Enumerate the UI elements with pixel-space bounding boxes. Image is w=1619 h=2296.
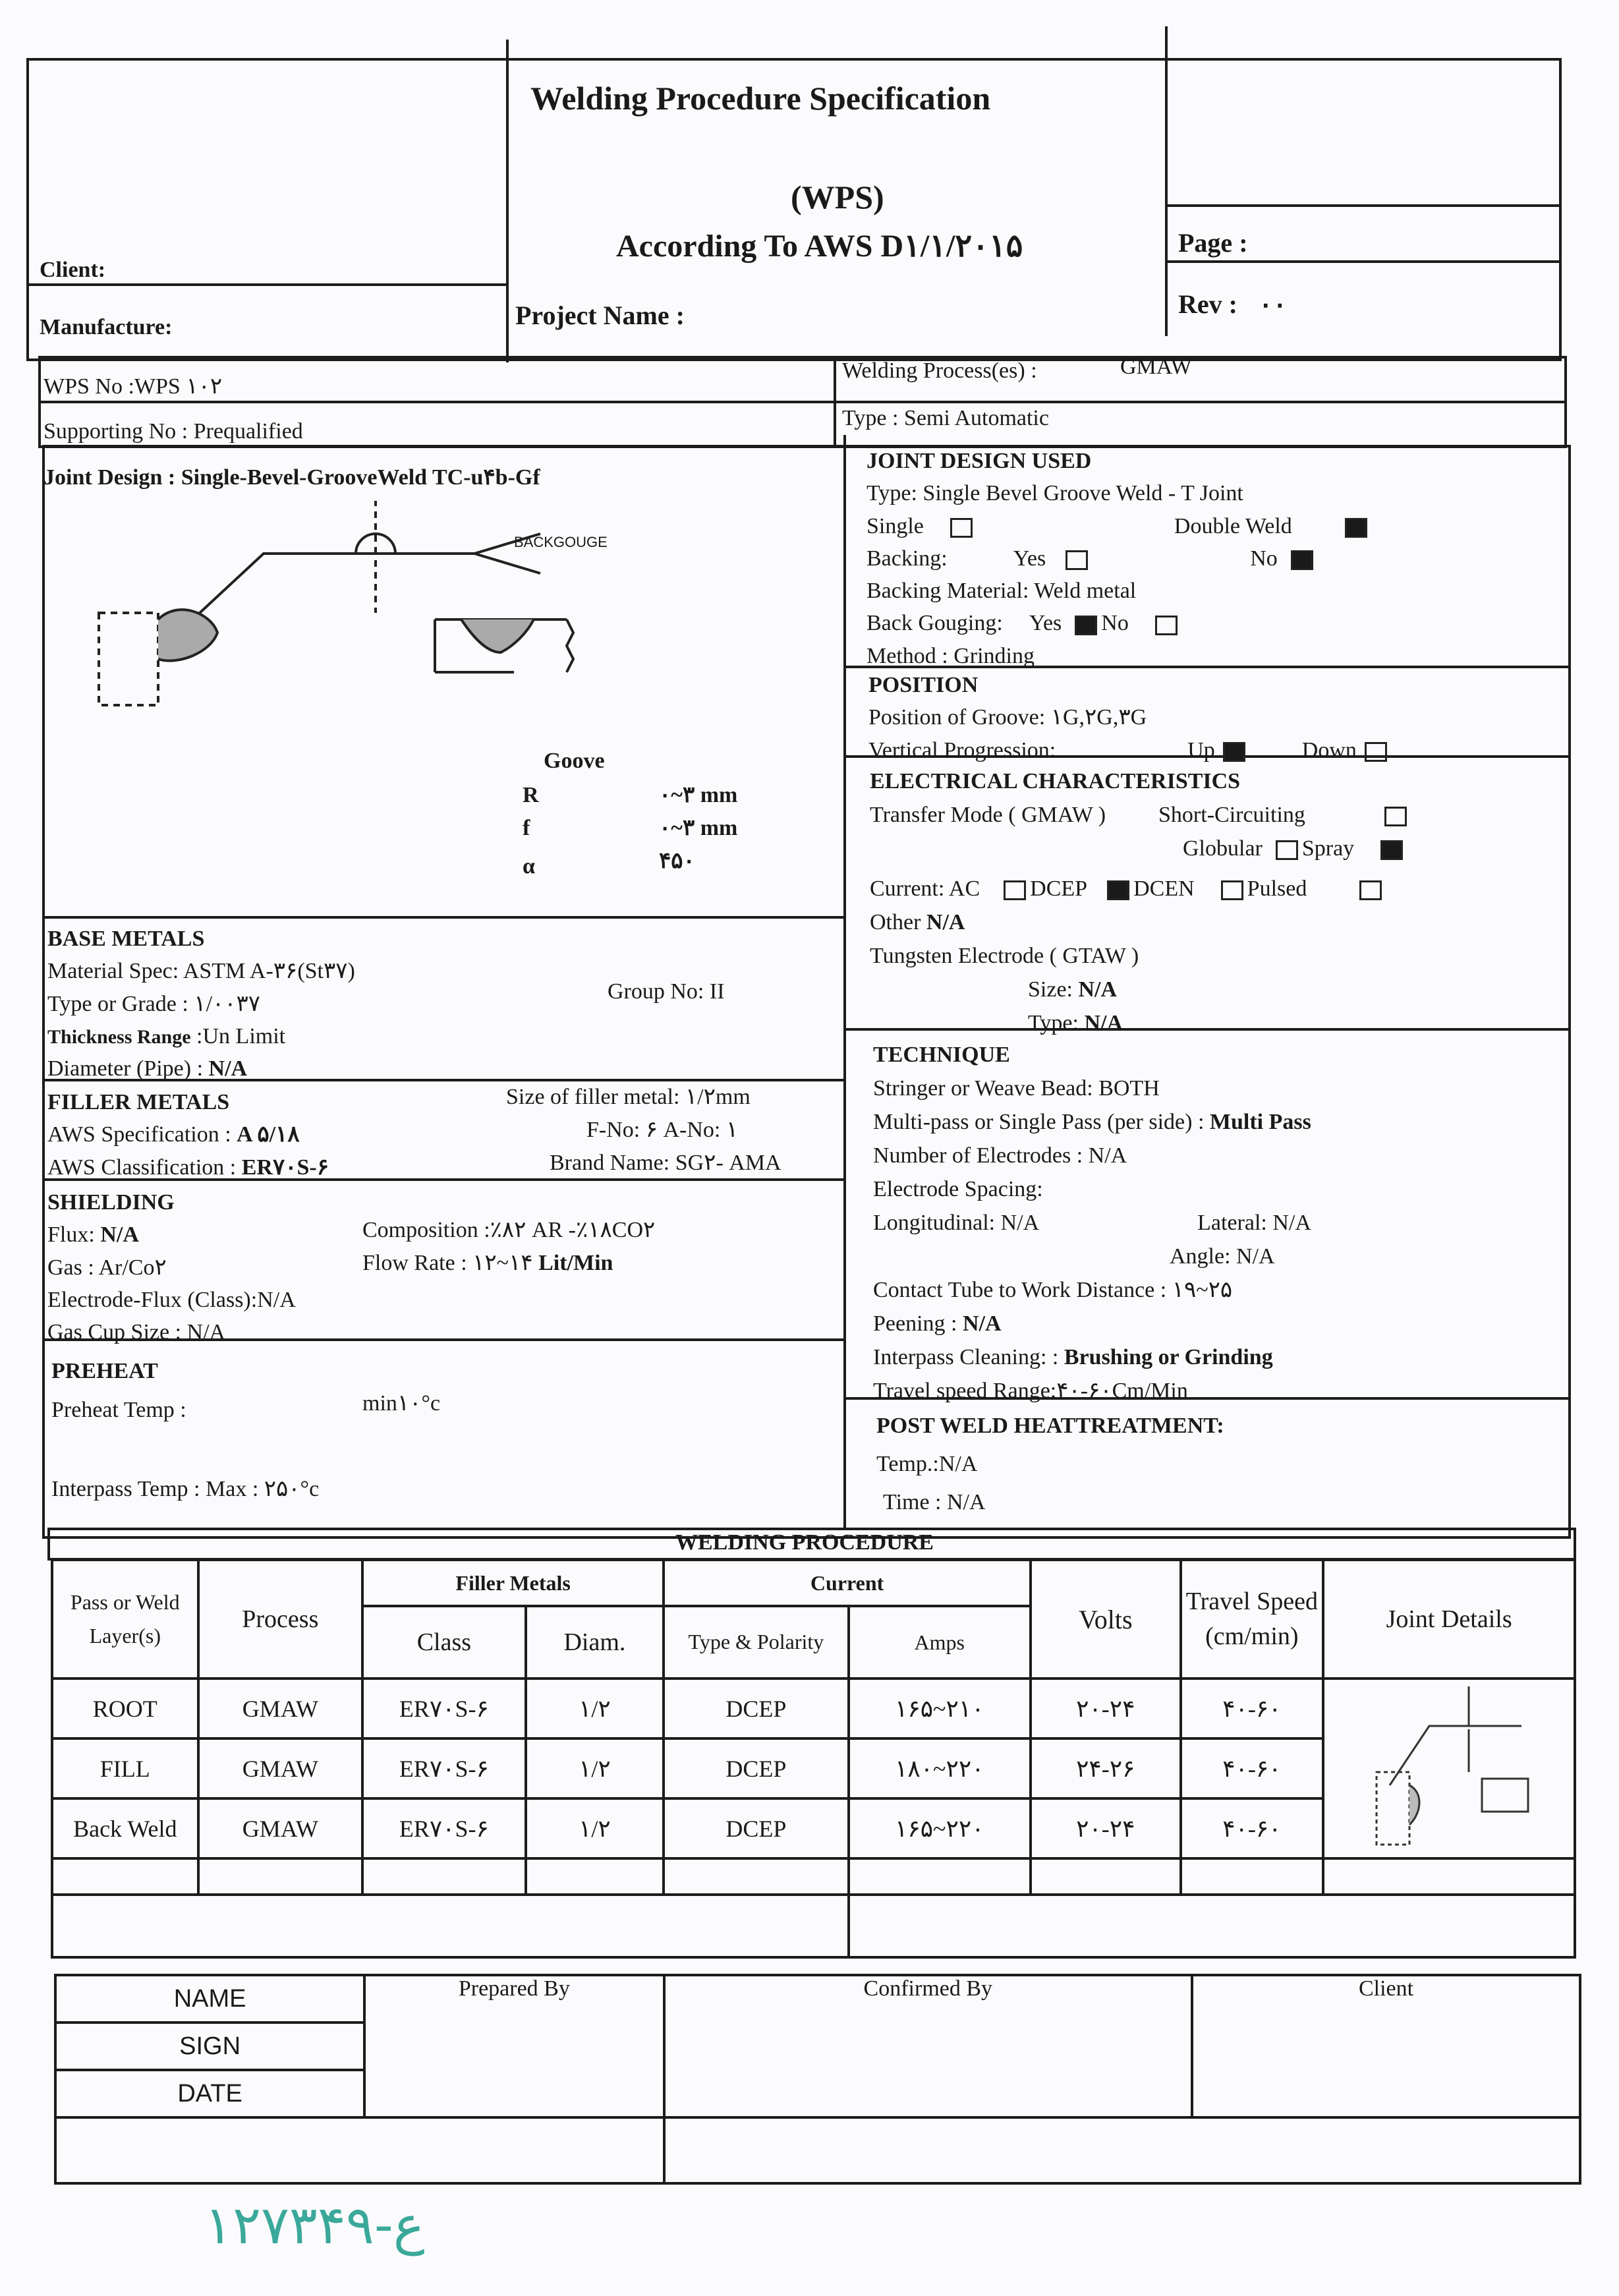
preheat-title: PREHEAT <box>51 1359 158 1383</box>
joint-details-sketch <box>1323 1679 1575 1858</box>
gas: Gas : Ar/Co۲ <box>47 1255 167 1280</box>
stringer-or-weave: Stringer or Weave Bead: BOTH <box>873 1076 1160 1101</box>
dcep-checkbox[interactable] <box>1107 880 1129 900</box>
double-weld-checkbox[interactable] <box>1345 518 1367 538</box>
pulsed-label: Pulsed <box>1247 876 1307 901</box>
param-alpha-label: α <box>523 854 535 878</box>
param-alpha-value: ۴۵۰ <box>659 849 695 873</box>
pulsed-checkbox[interactable] <box>1359 880 1382 900</box>
cell-process: GMAW <box>198 1738 363 1798</box>
ac-checkbox[interactable] <box>1004 880 1026 900</box>
backing-no-checkbox[interactable] <box>1291 550 1313 570</box>
longitudinal: Longitudinal: N/A <box>873 1211 1040 1235</box>
aws-class-value: ER۷۰S-۶ <box>241 1155 329 1180</box>
electrical-title: ELECTRICAL CHARACTERISTICS <box>870 769 1241 793</box>
electrical-section <box>870 764 1411 1040</box>
project-name-label: Project Name : <box>515 301 685 330</box>
joint-details-icon <box>1350 1680 1548 1851</box>
cell-diam: ۱/۲ <box>526 1679 664 1738</box>
globular-checkbox[interactable] <box>1276 840 1298 860</box>
number-of-electrodes: Number of Electrodes : N/A <box>873 1143 1127 1168</box>
dcep-label: DCEP <box>1030 876 1088 901</box>
vertical-progression-label: Vertical Progression: <box>868 737 1056 762</box>
back-gouging-yes-label: Yes <box>1029 611 1062 636</box>
cell-amps: ۱۸۰~۲۲۰ <box>849 1738 1031 1798</box>
cell-volts: ۲۴-۲۶ <box>1031 1738 1180 1798</box>
back-gouging-no-checkbox[interactable] <box>1155 616 1178 635</box>
tungsten-size-label: Size: <box>1028 977 1073 1002</box>
shielding-section <box>47 1186 296 1348</box>
group-no: Group No: II <box>608 979 725 1004</box>
manufacture-label: Manufacture: <box>40 315 173 339</box>
joint-design-sketch <box>79 488 672 738</box>
table-row-empty <box>52 1895 1575 1957</box>
preheat-temp-label: Preheat Temp : <box>51 1398 186 1422</box>
cell-travel: ۴۰-۶۰ <box>1181 1679 1324 1738</box>
cell-pass: FILL <box>52 1738 198 1798</box>
pwht-temp: Temp.:N/A <box>876 1451 978 1476</box>
cell-amps: ۱۶۵~۲۱۰ <box>849 1679 1031 1738</box>
cell-type: DCEP <box>664 1798 848 1858</box>
gas-cup-size: Gas Cup Size : N/A <box>47 1320 226 1345</box>
backing-yes-checkbox[interactable] <box>1065 550 1088 570</box>
down-checkbox[interactable] <box>1365 742 1387 762</box>
page-subtitle: (WPS) <box>791 179 884 215</box>
position-of-groove: Position of Groove: ۱G,۲G,۳G <box>868 705 1147 730</box>
joint-design-used-title: JOINT DESIGN USED <box>866 449 1092 473</box>
travel-speed-range: Travel speed Range:۴۰-۶۰Cm/Min <box>873 1379 1188 1403</box>
brand-name: Brand Name: SG۲- AMA <box>550 1151 781 1175</box>
supporting-no: Supporting No : Prequalified <box>43 419 303 444</box>
interpass-cleaning-value: Brushing or Grinding <box>1064 1345 1273 1369</box>
flux-value: N/A <box>100 1222 139 1248</box>
gouging-method: Method : Grinding <box>866 643 1035 668</box>
position-title: POSITION <box>868 673 979 697</box>
filler-size: Size of filler metal: ۱/۲mm <box>506 1085 751 1109</box>
client-label: Client: <box>40 258 106 282</box>
header-volts: Volts <box>1031 1560 1180 1679</box>
cell-class: ER۷۰S-۶ <box>362 1798 526 1858</box>
material-spec: Material Spec: ASTM A-۳۶(St۳۷) <box>47 959 355 984</box>
header-amps: Amps <box>849 1606 1031 1679</box>
cell-type: DCEP <box>664 1738 848 1798</box>
joint-design-used-section <box>866 445 1371 672</box>
header-filler-metals: Filler Metals <box>362 1560 664 1606</box>
multipass-value: Multi Pass <box>1209 1110 1311 1134</box>
cell-process: GMAW <box>198 1798 363 1858</box>
backgouge-label: BACKGOUGE <box>514 534 608 550</box>
confirmed-by: Confirmed By <box>664 1975 1193 2117</box>
backing-no-label: No <box>1250 546 1278 571</box>
single-checkbox[interactable] <box>950 518 973 538</box>
peening-label: Peening : <box>873 1311 963 1336</box>
aws-spec-label: AWS Specification : <box>47 1122 237 1147</box>
param-f-label: f <box>523 816 530 840</box>
cell-volts: ۲۰-۲۴ <box>1031 1679 1180 1738</box>
shielding-title: SHIELDING <box>47 1190 175 1215</box>
signature-table <box>54 1974 1581 2185</box>
interpass-cleaning-label: Interpass Cleaning: : <box>873 1345 1064 1369</box>
composition: Composition :٪۸۲ AR -٪۱۸CO۲ <box>362 1218 656 1242</box>
f-no-a-no: F-No: ۶ A-No: ۱ <box>586 1118 739 1142</box>
joint-design-title: Joint Design : Single-Bevel-GrooveWeld TC-u۴b-Gf <box>43 465 540 490</box>
globular-label: Globular <box>1183 836 1263 861</box>
pwht-time: Time : N/A <box>883 1489 986 1514</box>
table-row <box>52 1679 1575 1738</box>
up-checkbox[interactable] <box>1223 742 1245 762</box>
rev-value: ۰۰ <box>1259 289 1287 319</box>
cell-travel: ۴۰-۶۰ <box>1181 1738 1324 1798</box>
flux-label: Flux: <box>47 1222 101 1248</box>
name-label: NAME <box>55 1975 364 2023</box>
flow-rate <box>362 1247 613 1279</box>
divider <box>1166 260 1562 263</box>
param-r-label: R <box>523 783 539 807</box>
other-value: N/A <box>926 910 965 934</box>
handwritten-number: ۱۲۷۳۴۹-ع <box>204 2195 425 2256</box>
diameter-label: Diameter (Pipe) : <box>47 1056 209 1081</box>
param-f-value: ۰~۳ mm <box>659 816 738 840</box>
flow-rate-label: Flow Rate : ۱۲~۱۴ <box>362 1251 539 1275</box>
joint-type: Type: Single Bevel Groove Weld - T Joint <box>866 481 1243 506</box>
rev-label: Rev : <box>1178 289 1237 319</box>
flow-unit: Lit/Min <box>538 1251 613 1275</box>
preheat-temp-value: min۱۰°c <box>362 1391 441 1416</box>
cell-volts: ۲۰-۲۴ <box>1031 1798 1180 1858</box>
interpass-temp: Interpass Temp : Max : ۲۵۰°c <box>51 1477 320 1501</box>
date-label: DATE <box>55 2070 364 2117</box>
divider <box>1166 204 1562 207</box>
backing-material: Backing Material: Weld metal <box>866 579 1137 604</box>
thickness-value: :Un Limit <box>190 1023 286 1048</box>
standard: According To AWS D۱/۱/۲۰۱۵ <box>616 229 1023 264</box>
header-diam: Diam. <box>526 1606 664 1679</box>
position-section <box>868 669 1391 766</box>
type-or-grade: Type or Grade : ۱/۰۰۳۷ <box>47 991 261 1016</box>
tungsten-type-label: Type: <box>1028 1011 1079 1035</box>
param-r-value: ۰~۳ mm <box>659 783 738 807</box>
cell-amps: ۱۶۵~۲۲۰ <box>849 1798 1031 1858</box>
technique-section <box>873 1038 1311 1408</box>
page-label: Page : <box>1178 228 1248 258</box>
process-label: Welding Process(es) : <box>842 359 1037 383</box>
header-joint-details: Joint Details <box>1323 1560 1575 1679</box>
wps-no: WPS No :WPS ۱۰۲ <box>43 374 223 399</box>
pwht-section <box>876 1407 1224 1521</box>
base-metals-title: BASE METALS <box>47 927 205 951</box>
base-metals-section <box>47 923 355 1085</box>
lateral: Lateral: N/A <box>1197 1211 1311 1235</box>
client-signature: Client <box>1192 1975 1580 2117</box>
cell-diam: ۱/۲ <box>526 1798 664 1858</box>
multipass-label: Multi-pass or Single Pass (per side) : <box>873 1110 1210 1134</box>
aws-spec-value: A ۵/۱۸ <box>237 1122 300 1147</box>
groove-label: Goove <box>544 749 605 773</box>
cell-travel: ۴۰-۶۰ <box>1181 1798 1324 1858</box>
contact-tube-distance: Contact Tube to Work Distance : ۱۹~۲۵ <box>873 1278 1233 1302</box>
thickness-label: Thickness Range <box>47 1025 191 1048</box>
transfer-mode-label: Transfer Mode ( GMAW ) <box>870 803 1106 827</box>
dcen-label: DCEN <box>1133 876 1195 901</box>
electrode-flux: Electrode-Flux (Class):N/A <box>47 1287 296 1312</box>
header-class: Class <box>362 1606 526 1679</box>
current-ac-label: Current: AC <box>870 876 980 901</box>
technique-title: TECHNIQUE <box>873 1043 1010 1067</box>
aws-class-label: AWS Classification : <box>47 1155 242 1180</box>
short-circuiting-label: Short-Circuiting <box>1158 803 1305 827</box>
welding-procedure-table <box>51 1559 1576 1959</box>
spray-checkbox[interactable] <box>1380 840 1403 860</box>
divider <box>506 40 509 362</box>
cell-class: ER۷۰S-۶ <box>362 1679 526 1738</box>
cell-process: GMAW <box>198 1679 363 1738</box>
tungsten-size-value: N/A <box>1078 977 1118 1002</box>
single-label: Single <box>866 513 924 538</box>
header-type-polarity: Type & Polarity <box>664 1606 848 1679</box>
cell-class: ER۷۰S-۶ <box>362 1738 526 1798</box>
backing-yes-label: Yes <box>1013 546 1046 571</box>
page-title: Welding Procedure Specification <box>530 80 991 117</box>
dcen-checkbox[interactable] <box>1221 880 1243 900</box>
tungsten-electrode: Tungsten Electrode ( GTAW ) <box>870 944 1139 968</box>
angle: Angle: N/A <box>1170 1244 1275 1269</box>
short-circuiting-checkbox[interactable] <box>1384 807 1407 826</box>
header-travel-speed: Travel Speed (cm/min) <box>1181 1560 1324 1679</box>
cell-diam: ۱/۲ <box>526 1738 664 1798</box>
table-row-empty <box>52 1858 1575 1895</box>
spray-label: Spray <box>1301 836 1355 861</box>
other-label: Other <box>870 910 921 934</box>
welding-procedure-title: WELDING PROCEDURE <box>675 1530 934 1555</box>
header-current: Current <box>664 1560 1031 1606</box>
diameter-value: N/A <box>208 1056 248 1081</box>
back-gouging-yes-checkbox[interactable] <box>1075 616 1097 635</box>
header-pass: Pass or Weld Layer(s) <box>52 1560 198 1679</box>
prepared-by: Prepared By <box>364 1975 664 2117</box>
tungsten-type-value: N/A <box>1084 1011 1123 1035</box>
filler-metals-section <box>47 1086 329 1184</box>
filler-metals-title: FILLER METALS <box>47 1090 230 1114</box>
cell-pass: Back Weld <box>52 1798 198 1858</box>
electrode-spacing: Electrode Spacing: <box>873 1177 1043 1201</box>
backing-label: Backing: <box>866 546 948 571</box>
up-label: Up <box>1187 737 1215 762</box>
back-gouging-no-label: No <box>1101 611 1129 636</box>
type: Type : Semi Automatic <box>842 406 1049 430</box>
cell-type: DCEP <box>664 1679 848 1738</box>
double-weld-label: Double Weld <box>1174 513 1292 538</box>
sign-label: SIGN <box>55 2023 364 2070</box>
peening-value: N/A <box>962 1311 1002 1336</box>
back-gouging-label: Back Gouging: <box>866 611 1003 636</box>
pwht-title: POST WELD HEATTREATMENT: <box>876 1414 1224 1438</box>
header-process: Process <box>198 1560 363 1679</box>
down-label: Down <box>1301 737 1357 762</box>
process-value: GMAW <box>1120 355 1192 379</box>
divider <box>1165 26 1168 336</box>
cell-pass: ROOT <box>52 1679 198 1738</box>
